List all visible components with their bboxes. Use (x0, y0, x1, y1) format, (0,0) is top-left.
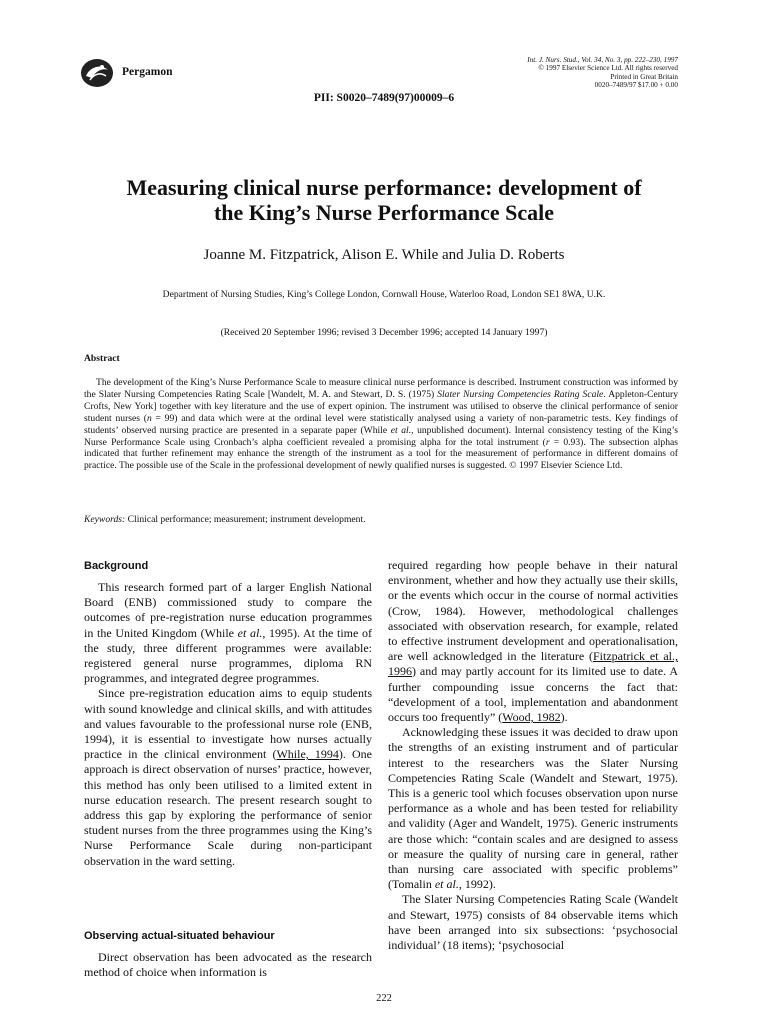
pii-identifier: PII: S0020–7489(97)00009–6 (313, 92, 455, 104)
citation-journal: Int. J. Nurs. Stud., Vol. 34, No. 3, pp. 222–230, 1997 (527, 56, 678, 64)
citation-copyright: © 1997 Elsevier Science Ltd. All rights reserved (538, 64, 678, 73)
etal: et al. (237, 625, 263, 640)
article-title (70, 175, 698, 225)
abstract-text (84, 377, 678, 472)
paragraph (388, 725, 678, 892)
pergamon-logo-icon (80, 58, 114, 88)
authors: Joanne M. Fitzpatrick, Alison E. While and Julia D. Roberts (203, 247, 565, 263)
abstract-text-part: , unpublished document). Internal consistency testing of the King’s Nurse Performance Scale using Cronbach’s alpha coefficient revealed a promising alpha for the total instrument ( (84, 424, 678, 448)
abstract-var-n: n (146, 412, 152, 424)
etal: et al. (434, 877, 459, 892)
paragraph-text: This research formed part of a larger English National Board (ENB) commissioned study to compare the outcomes of pre-registration nurse education programmes in the United Kingdom (While (84, 580, 372, 640)
keywords-label: Keywords: (84, 514, 126, 525)
publisher-name: Pergamon (122, 66, 173, 78)
paragraph-text: ) and may partly account for its limited use to date. A further compounding issue concerns the fact that: “development of a tool, implementation and abandonment occurs too frequently” ( (388, 664, 678, 725)
abstract-var-r: r (545, 436, 550, 448)
abstract-heading: Abstract (84, 353, 120, 364)
paragraph-text: ). One approach is direct observation of nurses’ practice, however, this method has only been utilised to a limited extent in nurse education research. The present research sought to address this gap by exploring the performance of senior student nurses from the three programmes using the King’s Nurse Performance Scale during non-participant observation in the ward setting. (84, 747, 372, 868)
paragraph: Direct observation has been advocated as the research method of choice when information is (84, 950, 372, 980)
abstract-italic-title: Slater Nursing Competencies Rating Scale (437, 388, 604, 400)
paragraph-text: , 1995). At the time of the study, three different programmes were available: registered general nurse programmes, diploma RN programmes, and integrated degree programmes. (84, 625, 372, 686)
paragraph-text: required regarding how people behave in their natural environment, whether and how they actually use their skills, or the events which occur in the course of normal activities (Crow, 1984). However, methodological challenges associated with observation research, for example, related to effective instrument development and operationalisation, are well acknowledged in the literature ( (388, 558, 678, 664)
paragraph (84, 580, 372, 686)
title-line-1: Measuring clinical nurse performance: development of (126, 175, 642, 200)
section-heading-background: Background (84, 560, 149, 572)
abstract-etal: et al. (390, 424, 412, 436)
affiliation: Department of Nursing Studies, King’s College London, Cornwall House, Waterloo Road, London SE1 8WA, U.K. (162, 289, 606, 300)
paragraph-text: Acknowledging these issues it was decided to draw upon the strengths of an existing instrument and of particular interest to the researchers was the Slater Nursing Competencies Rating Scale (Wandelt and Stewart, 1975). This is a generic tool which focuses observation upon nurse performance as a whole and has been tested for reliability and validity (Ager and Wandelt, 1975). Generic instruments are those which: “contain scales and are designed to assess or measure the quality of nursing care in general, rather than nursing care associated with specific problems” (Tomalin (388, 725, 678, 892)
paragraph (84, 686, 372, 868)
paragraph (388, 558, 678, 725)
abstract-text-part: . Appleton-Century Crofts, New York] together with key literature and the use of expert opinion. The instrument was utilised to observe the clinical performance of senior student nurses ( (84, 388, 679, 424)
citation-block (458, 56, 678, 90)
paragraph-text: Since pre-registration education aims to equip students with sound knowledge and clinical skills, and with attitudes and values favourable to the professional nurse role (ENB, 1994), it is essential to investigate how nurses actually practice in the clinical environment ( (84, 686, 372, 762)
title-line-2: the King’s Nurse Performance Scale (213, 200, 555, 225)
paragraph-text: ). (560, 710, 568, 725)
keywords (84, 514, 366, 525)
citation-link[interactable]: Fitzpatrick et al., 1996 (388, 649, 678, 679)
citation-link[interactable]: Wood, 1982 (502, 710, 561, 725)
paragraph-text: , 1992). (458, 877, 496, 892)
page-number: 222 (376, 993, 392, 1004)
abstract-text-part: = 99) and data which were at the ordinal level were statistically analysed using a variety of non-parametric tests. Key findings of students’ observed nursing practice are presented in a separate paper (While (84, 412, 678, 436)
received-dates: (Received 20 September 1996; revised 3 December 1996; accepted 14 January 1997) (220, 327, 548, 338)
abstract-text-part: The development of the King’s Nurse Performance Scale to measure clinical nurse performance is described. Instrument construction was informed by the Slater Nursing Competencies Rating Scale [Wandelt, M. A. and Stewart, D. S. (1975) (84, 377, 678, 400)
citation-issn: 0020–7489/97 $17.00 + 0.00 (594, 81, 678, 90)
citation-printed: Printed in Great Britain (610, 72, 678, 81)
abstract-text-part: = 0.93). The subsection alphas indicated that further refinement may enhance the strength of the instrument as a tool for the measurement of performance in different domains of practice. The possible use of the Scale in the professional development of newly qualified nurses is suggested. © 1997 Elsevier Science Ltd. (84, 436, 678, 472)
left-column-continued (84, 950, 372, 980)
citation-link[interactable]: While, 1994 (276, 747, 339, 762)
section-heading-observing: Observing actual-situated behaviour (84, 930, 275, 942)
keywords-text: Clinical performance; measurement; instrument development. (127, 514, 366, 525)
right-column (388, 558, 678, 953)
left-column (84, 580, 372, 869)
paragraph: The Slater Nursing Competencies Rating Scale (Wandelt and Stewart, 1975) consists of 84 observable items which have been arranged into six subsections: ‘psychosocial individual’ (18 items); ‘psychosocial (388, 892, 678, 953)
